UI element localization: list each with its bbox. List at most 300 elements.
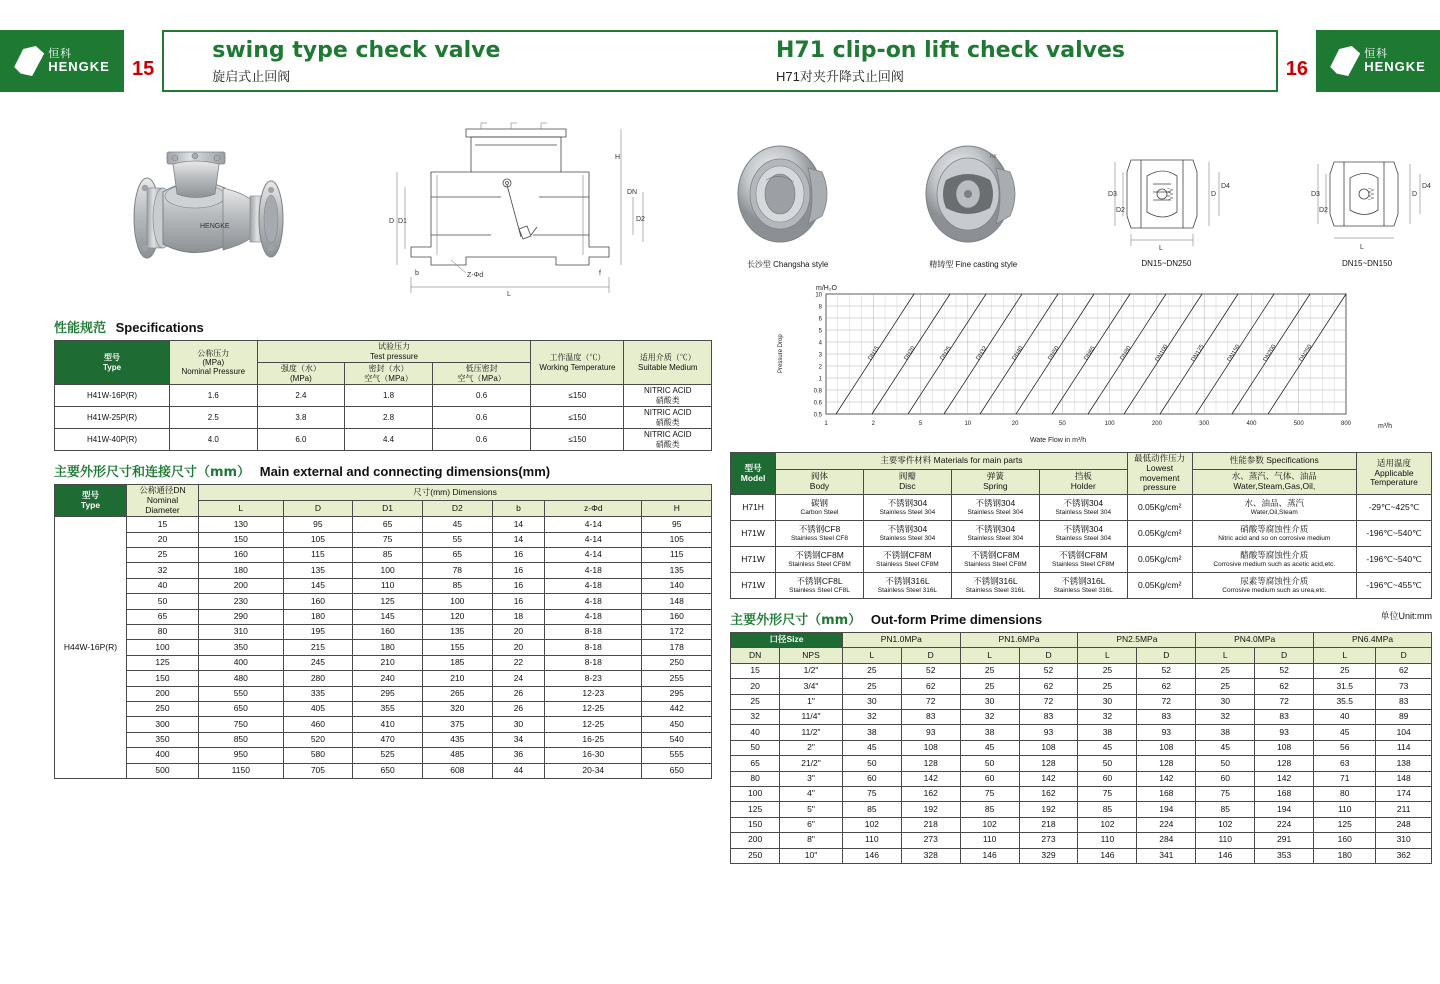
table-row bbox=[55, 532, 712, 547]
table-cell: 750 bbox=[199, 717, 284, 732]
table-row bbox=[55, 655, 712, 670]
table-cell: 1150 bbox=[199, 763, 284, 778]
table-cell: 22 bbox=[492, 655, 545, 670]
outform-size-header: 口径Size bbox=[731, 633, 843, 648]
table-cell: 30 bbox=[492, 717, 545, 732]
outform-dimensions-table bbox=[730, 632, 1432, 864]
table-cell: 255 bbox=[642, 671, 712, 686]
table-cell: 12-23 bbox=[545, 686, 642, 701]
table-cell: 400 bbox=[127, 748, 199, 763]
table-cell: 192 bbox=[901, 802, 960, 817]
table-row bbox=[731, 573, 1432, 599]
dimensions-heading-en: Main external and connecting dimensions(mm) bbox=[259, 464, 551, 479]
table-cell: 115 bbox=[642, 548, 712, 563]
table-cell: 160 bbox=[1314, 833, 1376, 848]
table-cell: 155 bbox=[422, 640, 492, 655]
table-cell: 40 bbox=[127, 578, 199, 593]
table-cell: 45 bbox=[1314, 725, 1376, 740]
specifications-heading bbox=[54, 317, 712, 336]
table-cell: 230 bbox=[199, 594, 284, 609]
table-cell: 210 bbox=[353, 655, 423, 670]
material-pressure-cell: 0.05Kg/cm² bbox=[1127, 547, 1192, 573]
table-cell: 310 bbox=[1376, 833, 1432, 848]
logo-label-cn: 恒科 bbox=[1364, 48, 1389, 60]
wafer-check-valve-photo-1 bbox=[730, 132, 845, 257]
table-cell: 25 bbox=[842, 663, 901, 678]
fine-casting-figure bbox=[916, 132, 1031, 270]
table-cell: 56 bbox=[1314, 740, 1376, 755]
page-title-left-en: swing type check valve bbox=[212, 37, 501, 63]
table-cell: 25 bbox=[960, 679, 1019, 694]
table-cell: 62 bbox=[1019, 679, 1078, 694]
leaf-icon bbox=[14, 46, 44, 76]
table-cell: 265 bbox=[422, 686, 492, 701]
material-spring-cell: 不锈钢316L Stainless Steel 316L bbox=[951, 573, 1039, 599]
table-cell: NITRIC ACID 硝酸类 bbox=[624, 385, 712, 407]
table-row bbox=[55, 594, 712, 609]
table-cell: 26 bbox=[492, 701, 545, 716]
table-cell: 36 bbox=[492, 748, 545, 763]
table-cell: 100 bbox=[127, 640, 199, 655]
table-cell: 93 bbox=[1255, 725, 1314, 740]
table-cell: 250 bbox=[731, 848, 780, 863]
table-cell: 102 bbox=[1078, 817, 1137, 832]
dim-col-type-en: Type bbox=[80, 499, 101, 510]
table-cell: 40 bbox=[1314, 710, 1376, 725]
svg-text:Z-Φd: Z-Φd bbox=[467, 272, 484, 279]
svg-text:D1: D1 bbox=[398, 218, 408, 225]
materials-table bbox=[730, 452, 1432, 599]
table-cell: 89 bbox=[1376, 710, 1432, 725]
material-model-cell: H71W bbox=[731, 521, 776, 547]
table-cell: 146 bbox=[1078, 848, 1137, 863]
table-cell: 85 bbox=[960, 802, 1019, 817]
table-cell: 280 bbox=[283, 671, 353, 686]
table-cell: 250 bbox=[642, 655, 712, 670]
table-cell: 35.5 bbox=[1314, 694, 1376, 709]
table-cell: 0.6 bbox=[432, 407, 531, 429]
col-seal-cn: 密封（水） bbox=[368, 364, 409, 374]
table-cell: 850 bbox=[199, 732, 284, 747]
outform-subcol-3-D: D bbox=[1255, 648, 1314, 663]
svg-text:DN: DN bbox=[627, 189, 638, 196]
table-cell: 110 bbox=[1314, 802, 1376, 817]
table-cell: 200 bbox=[199, 578, 284, 593]
table-cell: 104 bbox=[1376, 725, 1432, 740]
table-cell: 30 bbox=[1196, 694, 1255, 709]
mat-col-temp-cn: 适用温度 bbox=[1376, 457, 1411, 468]
table-row bbox=[55, 578, 712, 593]
outform-heading bbox=[730, 609, 1432, 628]
svg-text:f: f bbox=[599, 270, 602, 277]
table-cell: 18 bbox=[492, 609, 545, 624]
outform-subcol-1-L: L bbox=[960, 648, 1019, 663]
table-cell: 100 bbox=[731, 786, 780, 801]
table-cell: 150 bbox=[199, 532, 284, 547]
dim-subcol-H: H bbox=[642, 501, 712, 517]
outform-subcol-0-D: D bbox=[901, 648, 960, 663]
table-cell: 375 bbox=[422, 717, 492, 732]
table-cell: 8" bbox=[780, 833, 843, 848]
table-cell: H41W-25P(R) bbox=[55, 407, 170, 429]
table-row bbox=[731, 740, 1432, 755]
table-cell: 450 bbox=[642, 717, 712, 732]
table-row bbox=[55, 625, 712, 640]
table-cell: 25 bbox=[1196, 663, 1255, 678]
table-cell: 38 bbox=[1196, 725, 1255, 740]
dim-subcol-D2: D2 bbox=[422, 501, 492, 517]
outform-unit-note: 单位Unit:mm bbox=[1380, 611, 1432, 622]
table-cell: 16 bbox=[492, 548, 545, 563]
table-row bbox=[55, 517, 712, 532]
table-row bbox=[731, 725, 1432, 740]
material-medium-cell: 尿素等腐蚀性介质 Corrosive medium such as urea,etc. bbox=[1192, 573, 1356, 599]
chart-ytick: 3 bbox=[818, 352, 823, 359]
table-cell: 83 bbox=[1255, 710, 1314, 725]
table-row bbox=[55, 407, 712, 429]
table-cell: 114 bbox=[1376, 740, 1432, 755]
dn15-dn250-drawing bbox=[1101, 132, 1231, 268]
table-cell: 30 bbox=[960, 694, 1019, 709]
dim-col-dims: 尺寸(mm) Dimensions bbox=[199, 485, 712, 501]
table-cell: 8-23 bbox=[545, 671, 642, 686]
table-cell: 218 bbox=[1019, 817, 1078, 832]
chart-series-label: DN65 bbox=[1083, 345, 1097, 362]
table-cell: 250 bbox=[127, 701, 199, 716]
logo-right bbox=[1316, 30, 1440, 92]
table-cell: 500 bbox=[127, 763, 199, 778]
outform-heading-en: Out-form Prime dimensions bbox=[870, 612, 1043, 628]
table-cell: 62 bbox=[1255, 679, 1314, 694]
chart-ytick: 10 bbox=[815, 292, 823, 299]
svg-text:D2: D2 bbox=[636, 216, 646, 223]
table-cell: 85 bbox=[422, 578, 492, 593]
table-row bbox=[55, 563, 712, 578]
mat-col-temp-en: Applicable Temperature bbox=[1370, 467, 1418, 488]
outform-group-3: PN4.0MPa bbox=[1196, 633, 1314, 648]
chart-series-label: DN125 bbox=[1190, 343, 1206, 363]
table-cell: 20 bbox=[492, 625, 545, 640]
mat-col-body-en: Body bbox=[809, 481, 830, 492]
table-cell: 75 bbox=[1196, 786, 1255, 801]
chart-xtick: 20 bbox=[1011, 421, 1019, 427]
material-body-cell: 不锈钢CF8M Stainless Steel CF8M bbox=[776, 547, 864, 573]
table-cell: 62 bbox=[1137, 679, 1196, 694]
table-cell: 128 bbox=[1137, 756, 1196, 771]
table-cell: 180 bbox=[353, 640, 423, 655]
table-cell: 120 bbox=[422, 609, 492, 624]
table-row bbox=[731, 817, 1432, 832]
table-cell: H41W-16P(R) bbox=[55, 385, 170, 407]
table-cell: 2.8 bbox=[345, 407, 433, 429]
chart-series-label: DN100 bbox=[1154, 343, 1170, 363]
table-cell: 80 bbox=[1314, 786, 1376, 801]
table-cell: 16 bbox=[492, 578, 545, 593]
chart-y-label: Pressure Drop bbox=[778, 334, 785, 373]
table-row bbox=[731, 663, 1432, 678]
dim-subcol-L: L bbox=[199, 501, 284, 517]
pressure-drop-flow-chart bbox=[730, 278, 1430, 448]
table-cell: 608 bbox=[422, 763, 492, 778]
table-cell: 1.8 bbox=[345, 385, 433, 407]
changsha-style-figure bbox=[730, 132, 845, 270]
table-cell: 178 bbox=[642, 640, 712, 655]
table-cell: 125 bbox=[353, 594, 423, 609]
table-cell: 3.8 bbox=[257, 407, 345, 429]
table-cell: 355 bbox=[353, 701, 423, 716]
table-cell: 140 bbox=[642, 578, 712, 593]
chart-xtick: 5 bbox=[918, 421, 923, 427]
table-cell: 95 bbox=[283, 517, 353, 532]
table-cell: 0.6 bbox=[432, 429, 531, 451]
mat-col-medium-en: Water,Steam,Gas,Oil, bbox=[1233, 481, 1316, 492]
table-cell: 85 bbox=[842, 802, 901, 817]
table-cell: 108 bbox=[1137, 740, 1196, 755]
table-row bbox=[55, 763, 712, 778]
chart-xtick: 10 bbox=[964, 421, 972, 427]
table-cell: 329 bbox=[1019, 848, 1078, 863]
col-lowseal-unit: 空气（MPa） bbox=[457, 373, 506, 383]
table-cell: 410 bbox=[353, 717, 423, 732]
col-temp-cn: 工作温度（℃） bbox=[549, 353, 606, 363]
table-row bbox=[731, 848, 1432, 863]
table-cell: 50 bbox=[1078, 756, 1137, 771]
table-cell: 284 bbox=[1137, 833, 1196, 848]
chart-ytick: 0.6 bbox=[813, 400, 823, 407]
material-spring-cell: 不锈钢304 Stainless Steel 304 bbox=[951, 521, 1039, 547]
outform-subcol-4-D: D bbox=[1376, 648, 1432, 663]
table-cell: 15 bbox=[127, 517, 199, 532]
left-figures bbox=[54, 92, 712, 307]
table-cell: ≤150 bbox=[531, 429, 624, 451]
svg-text:H: H bbox=[615, 154, 621, 161]
table-cell: 12-25 bbox=[545, 701, 642, 716]
table-cell: 211 bbox=[1376, 802, 1432, 817]
table-cell: 1" bbox=[780, 694, 843, 709]
chart-series-label: DN200 bbox=[1262, 343, 1278, 363]
table-cell: 32 bbox=[960, 710, 1019, 725]
table-cell: 65 bbox=[127, 609, 199, 624]
material-model-cell: H71H bbox=[731, 495, 776, 521]
material-holder-cell: 不锈钢316L Stainless Steel 316L bbox=[1039, 573, 1127, 599]
chart-xtick: 2 bbox=[871, 421, 876, 427]
table-cell: 950 bbox=[199, 748, 284, 763]
table-cell: 38 bbox=[960, 725, 1019, 740]
table-row bbox=[55, 748, 712, 763]
material-temp-cell: -196℃~540℃ bbox=[1357, 521, 1432, 547]
material-holder-cell: 不锈钢304 Stainless Steel 304 bbox=[1039, 521, 1127, 547]
chart-series-label: DN50 bbox=[1047, 345, 1061, 362]
table-cell: 72 bbox=[1019, 694, 1078, 709]
table-row bbox=[731, 694, 1432, 709]
table-cell: 273 bbox=[901, 833, 960, 848]
table-cell: 73 bbox=[1376, 679, 1432, 694]
table-cell: 310 bbox=[199, 625, 284, 640]
table-cell: 291 bbox=[1255, 833, 1314, 848]
table-row bbox=[731, 756, 1432, 771]
table-cell: 148 bbox=[1376, 771, 1432, 786]
table-row bbox=[731, 679, 1432, 694]
table-cell: 580 bbox=[283, 748, 353, 763]
table-cell: 125 bbox=[127, 655, 199, 670]
table-row bbox=[731, 495, 1432, 521]
right-figures bbox=[730, 92, 1432, 272]
table-row bbox=[55, 717, 712, 732]
table-cell: 32 bbox=[127, 563, 199, 578]
specifications-heading-cn: 性能规范 bbox=[54, 321, 107, 336]
table-cell: NITRIC ACID 硝酸类 bbox=[624, 429, 712, 451]
col-type-cn: 型号 bbox=[103, 353, 120, 363]
drawing-caption-1: DN15~DN250 bbox=[1141, 259, 1192, 268]
table-cell: 135 bbox=[283, 563, 353, 578]
table-cell: 350 bbox=[199, 640, 284, 655]
table-cell: 160 bbox=[353, 625, 423, 640]
table-cell: 6.0 bbox=[257, 429, 345, 451]
table-cell: 3/4" bbox=[780, 679, 843, 694]
svg-text:D: D bbox=[1412, 191, 1418, 198]
table-cell: 30 bbox=[842, 694, 901, 709]
table-cell: 168 bbox=[1137, 786, 1196, 801]
table-cell: 32 bbox=[842, 710, 901, 725]
table-cell: 14 bbox=[492, 532, 545, 547]
table-cell: NITRIC ACID 硝酸类 bbox=[624, 407, 712, 429]
chart-ytick: 2 bbox=[818, 364, 823, 371]
svg-text:D: D bbox=[1211, 191, 1217, 198]
table-cell: 135 bbox=[642, 563, 712, 578]
table-cell: 93 bbox=[1019, 725, 1078, 740]
outform-group-2: PN2.5MPa bbox=[1078, 633, 1196, 648]
dimensions-heading-unit: （mm） bbox=[197, 465, 251, 480]
table-cell: 240 bbox=[353, 671, 423, 686]
mat-col-holder-cn: 挡板 bbox=[1074, 471, 1092, 482]
table-row bbox=[731, 833, 1432, 848]
outform-subcol-3-L: L bbox=[1196, 648, 1255, 663]
table-cell: 52 bbox=[901, 663, 960, 678]
table-cell: 135 bbox=[422, 625, 492, 640]
table-cell: 83 bbox=[1019, 710, 1078, 725]
page-title-right-cn: H71对夹升降式止回阀 bbox=[776, 68, 904, 84]
table-cell: 14 bbox=[492, 517, 545, 532]
table-row bbox=[731, 802, 1432, 817]
table-cell: 650 bbox=[353, 763, 423, 778]
table-cell: 460 bbox=[283, 717, 353, 732]
table-cell: 320 bbox=[422, 701, 492, 716]
material-spring-cell: 不锈钢304 Stainless Steel 304 bbox=[951, 495, 1039, 521]
mat-col-spec-en: Specifications bbox=[1266, 455, 1319, 466]
table-cell: 75 bbox=[960, 786, 1019, 801]
chart-xtick: 800 bbox=[1341, 421, 1352, 427]
table-cell: 442 bbox=[642, 701, 712, 716]
table-cell: 108 bbox=[1255, 740, 1314, 755]
svg-text:D3: D3 bbox=[1311, 191, 1320, 198]
table-cell: 102 bbox=[842, 817, 901, 832]
table-cell: 341 bbox=[1137, 848, 1196, 863]
table-cell: 142 bbox=[901, 771, 960, 786]
logo-left bbox=[0, 30, 124, 92]
table-cell: 485 bbox=[422, 748, 492, 763]
table-row bbox=[55, 609, 712, 624]
table-cell: 8-18 bbox=[545, 625, 642, 640]
table-cell: 34 bbox=[492, 732, 545, 747]
svg-text:D4: D4 bbox=[1221, 183, 1231, 190]
logo-label-en: HENGKE bbox=[48, 59, 110, 74]
table-row bbox=[731, 710, 1432, 725]
outform-subcol-4-L: L bbox=[1314, 648, 1376, 663]
table-cell: 10" bbox=[780, 848, 843, 863]
table-cell: 2" bbox=[780, 740, 843, 755]
table-row bbox=[55, 640, 712, 655]
table-cell: 110 bbox=[960, 833, 1019, 848]
table-cell: 93 bbox=[901, 725, 960, 740]
table-cell: 75 bbox=[353, 532, 423, 547]
table-cell: 295 bbox=[642, 686, 712, 701]
table-cell: 224 bbox=[1137, 817, 1196, 832]
table-cell: 195 bbox=[283, 625, 353, 640]
table-cell: 128 bbox=[1255, 756, 1314, 771]
table-cell: 60 bbox=[960, 771, 1019, 786]
table-cell: 0.6 bbox=[432, 385, 531, 407]
chart-ytick: 0.8 bbox=[813, 388, 823, 395]
table-cell: 160 bbox=[199, 548, 284, 563]
material-pressure-cell: 0.05Kg/cm² bbox=[1127, 573, 1192, 599]
page-number-left: 15 bbox=[132, 58, 155, 80]
mat-col-disc-cn: 阀瓣 bbox=[898, 471, 916, 482]
table-cell: 4-18 bbox=[545, 594, 642, 609]
outform-heading-cn: 主要外形尺寸 bbox=[730, 613, 809, 629]
chart-series-label: DN25 bbox=[939, 345, 953, 362]
col-nominal-cn: 公称压力 bbox=[197, 348, 230, 358]
table-cell: 180 bbox=[199, 563, 284, 578]
table-cell: 200 bbox=[127, 686, 199, 701]
table-cell: 4-14 bbox=[545, 548, 642, 563]
swing-check-valve-drawing bbox=[371, 97, 671, 302]
table-cell: 6" bbox=[780, 817, 843, 832]
col-type-en: Type bbox=[102, 362, 122, 372]
col-lowseal-cn: 低压密封 bbox=[465, 364, 498, 374]
table-cell: 15 bbox=[731, 663, 780, 678]
material-model-cell: H71W bbox=[731, 573, 776, 599]
svg-text:L: L bbox=[507, 291, 511, 298]
table-cell: 65 bbox=[422, 548, 492, 563]
table-cell: 4.0 bbox=[169, 429, 257, 451]
dim-col-dn-cn: 公称通径DN bbox=[139, 485, 186, 495]
table-cell: 353 bbox=[1255, 848, 1314, 863]
table-cell: 45 bbox=[1078, 740, 1137, 755]
col-medium-en: Suitable Medium bbox=[637, 362, 698, 372]
material-disc-cell: 不锈钢316L Stainless Steel 316L bbox=[863, 573, 951, 599]
table-row bbox=[731, 786, 1432, 801]
table-cell: 102 bbox=[1196, 817, 1255, 832]
chart-xtick: 50 bbox=[1059, 421, 1066, 427]
left-page-column bbox=[8, 92, 720, 864]
table-cell: 65 bbox=[353, 517, 423, 532]
chart-xtick: 100 bbox=[1104, 421, 1115, 427]
table-cell: 142 bbox=[1255, 771, 1314, 786]
table-cell: 93 bbox=[1137, 725, 1196, 740]
table-cell: 12-25 bbox=[545, 717, 642, 732]
dim-col-type-cn: 型号 bbox=[81, 489, 99, 500]
table-cell: 142 bbox=[1137, 771, 1196, 786]
material-body-cell: 不锈钢CF8 Stainless Steel CF8 bbox=[776, 521, 864, 547]
mat-col-main-en: Materials for main parts bbox=[933, 455, 1023, 466]
swing-check-valve-photo bbox=[95, 100, 365, 300]
page-title-left-cn: 旋启式止回阀 bbox=[212, 68, 291, 84]
chart-xtick: 500 bbox=[1293, 421, 1304, 427]
wafer-check-valve-photo-2 bbox=[916, 132, 1031, 257]
table-cell: 25 bbox=[842, 679, 901, 694]
material-spring-cell: 不锈钢CF8M Stainless Steel CF8M bbox=[951, 547, 1039, 573]
svg-text:L: L bbox=[1360, 244, 1364, 251]
